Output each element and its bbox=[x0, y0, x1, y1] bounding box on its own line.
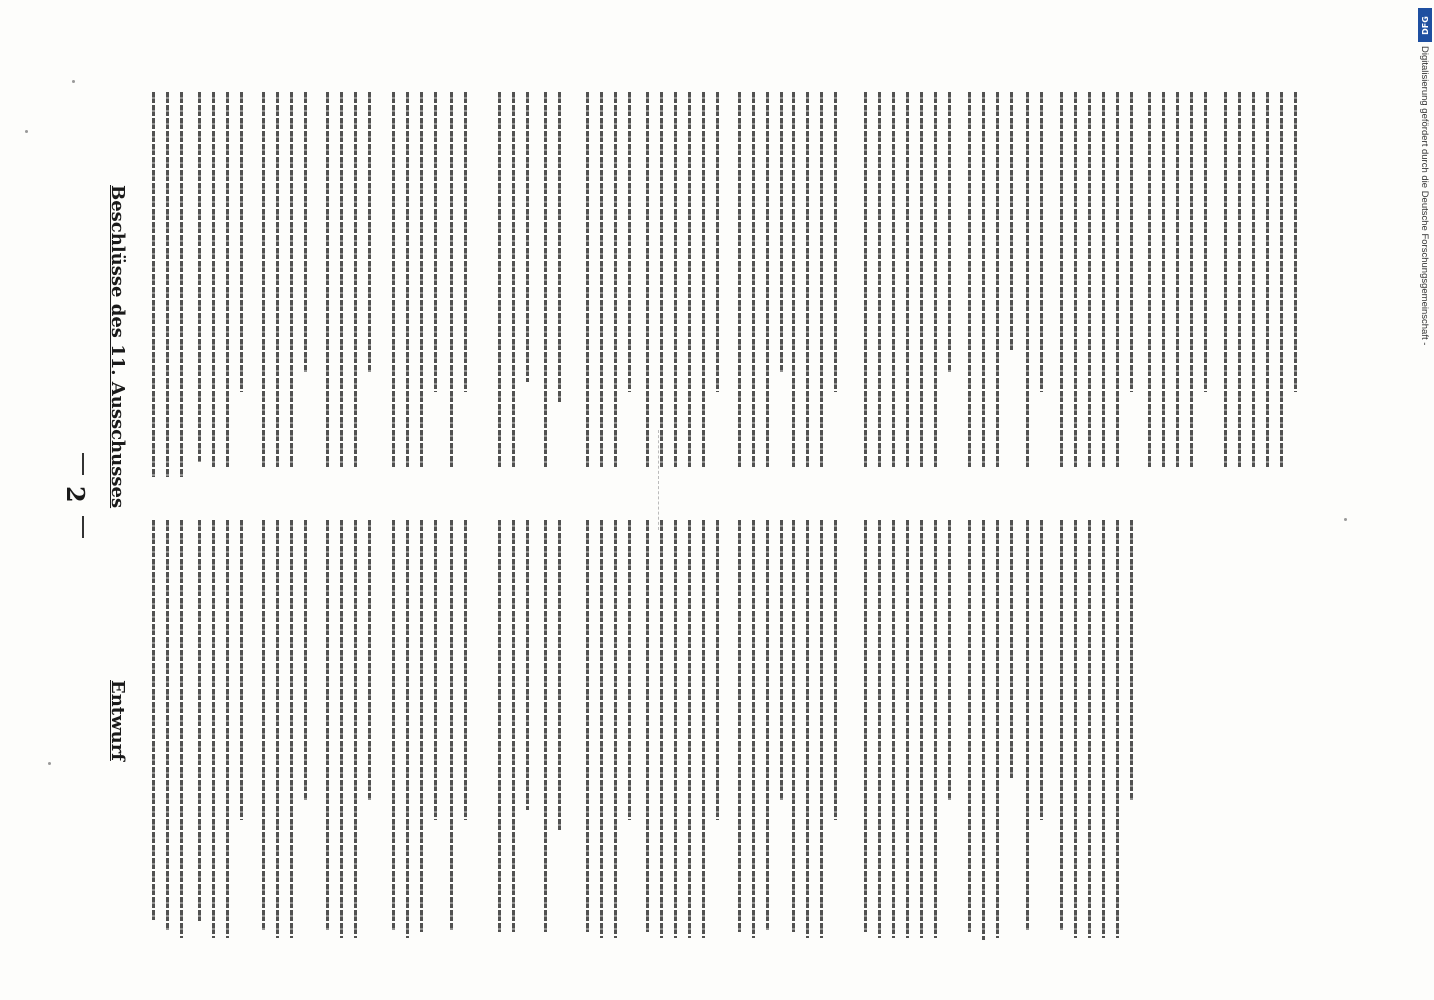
text-line-placeholder bbox=[752, 520, 755, 938]
text-line-placeholder bbox=[628, 92, 631, 392]
text-line-placeholder bbox=[614, 520, 617, 938]
text-line-placeholder bbox=[1088, 520, 1091, 938]
dfg-logo-badge bbox=[1418, 8, 1432, 42]
text-line-placeholder bbox=[544, 92, 547, 467]
text-line-placeholder bbox=[512, 92, 515, 467]
text-line-placeholder bbox=[1238, 92, 1241, 467]
text-line-placeholder bbox=[834, 520, 837, 820]
text-line-placeholder bbox=[558, 92, 561, 402]
text-line-placeholder bbox=[304, 520, 307, 800]
text-line-placeholder bbox=[1176, 92, 1179, 467]
text-line-placeholder bbox=[152, 92, 155, 477]
text-line-placeholder bbox=[1074, 520, 1077, 938]
text-line-placeholder bbox=[226, 520, 229, 938]
text-line-placeholder bbox=[920, 520, 923, 938]
text-line-placeholder bbox=[166, 92, 169, 477]
text-line-placeholder bbox=[628, 520, 631, 820]
right-column-heading: Beschlüsse des 11. Ausschusses bbox=[107, 185, 128, 509]
text-line-placeholder bbox=[660, 92, 663, 467]
text-line-placeholder bbox=[716, 520, 719, 820]
text-line-placeholder bbox=[1060, 92, 1063, 467]
text-line-placeholder bbox=[1026, 92, 1029, 467]
text-line-placeholder bbox=[934, 520, 937, 938]
text-line-placeholder bbox=[240, 520, 243, 820]
text-line-placeholder bbox=[982, 92, 985, 467]
text-line-placeholder bbox=[276, 92, 279, 467]
text-line-placeholder bbox=[498, 92, 501, 467]
text-line-placeholder bbox=[526, 92, 529, 382]
text-line-placeholder bbox=[968, 92, 971, 467]
scan-speck bbox=[25, 130, 28, 133]
page-number-dash-bottom bbox=[82, 516, 84, 538]
text-line-placeholder bbox=[512, 520, 515, 932]
text-line-placeholder bbox=[1252, 92, 1255, 467]
text-line-placeholder bbox=[180, 92, 183, 477]
text-line-placeholder bbox=[1040, 520, 1043, 820]
text-line-placeholder bbox=[600, 92, 603, 467]
text-line-placeholder bbox=[212, 520, 215, 938]
scan-speck bbox=[48, 762, 51, 765]
text-line-placeholder bbox=[1040, 92, 1043, 392]
text-line-placeholder bbox=[806, 92, 809, 467]
text-line-placeholder bbox=[586, 92, 589, 467]
text-line-placeholder bbox=[766, 520, 769, 930]
text-line-placeholder bbox=[982, 520, 985, 940]
text-line-placeholder bbox=[586, 520, 589, 932]
text-line-placeholder bbox=[792, 92, 795, 467]
text-line-placeholder bbox=[1162, 92, 1165, 467]
text-line-placeholder bbox=[198, 92, 201, 462]
text-line-placeholder bbox=[262, 92, 265, 467]
text-line-placeholder bbox=[166, 520, 169, 930]
text-line-placeholder bbox=[688, 92, 691, 467]
text-line-placeholder bbox=[702, 520, 705, 938]
text-line-placeholder bbox=[1148, 92, 1151, 467]
text-line-placeholder bbox=[420, 92, 423, 467]
text-line-placeholder bbox=[434, 92, 437, 392]
text-line-placeholder bbox=[702, 92, 705, 467]
text-line-placeholder bbox=[820, 92, 823, 467]
text-line-placeholder bbox=[996, 520, 999, 938]
text-line-placeholder bbox=[674, 520, 677, 938]
text-line-placeholder bbox=[968, 520, 971, 932]
text-line-placeholder bbox=[406, 92, 409, 467]
text-line-placeholder bbox=[996, 92, 999, 467]
text-line-placeholder bbox=[834, 92, 837, 392]
page-number-dash-top bbox=[82, 453, 84, 475]
text-line-placeholder bbox=[1130, 92, 1133, 392]
scan-speck bbox=[1344, 518, 1347, 521]
text-line-placeholder bbox=[948, 92, 951, 372]
text-line-placeholder bbox=[526, 520, 529, 810]
text-line-placeholder bbox=[892, 92, 895, 467]
text-line-placeholder bbox=[304, 92, 307, 372]
text-line-placeholder bbox=[878, 92, 881, 467]
left-column-text bbox=[146, 520, 646, 960]
text-line-placeholder bbox=[276, 520, 279, 938]
text-line-placeholder bbox=[1204, 92, 1207, 392]
text-line-placeholder bbox=[1010, 92, 1013, 352]
text-line-placeholder bbox=[354, 520, 357, 938]
text-line-placeholder bbox=[290, 92, 293, 467]
text-line-placeholder bbox=[738, 92, 741, 467]
text-line-placeholder bbox=[820, 520, 823, 938]
text-line-placeholder bbox=[792, 520, 795, 932]
text-line-placeholder bbox=[892, 520, 895, 938]
text-line-placeholder bbox=[878, 520, 881, 938]
text-line-placeholder bbox=[450, 520, 453, 930]
text-line-placeholder bbox=[806, 520, 809, 938]
right-column-text bbox=[146, 92, 1310, 482]
text-line-placeholder bbox=[340, 92, 343, 467]
text-line-placeholder bbox=[180, 520, 183, 938]
text-line-placeholder bbox=[392, 92, 395, 467]
text-line-placeholder bbox=[290, 520, 293, 938]
text-line-placeholder bbox=[434, 520, 437, 820]
text-line-placeholder bbox=[674, 92, 677, 467]
text-line-placeholder bbox=[1190, 92, 1193, 467]
text-line-placeholder bbox=[262, 520, 265, 930]
text-line-placeholder bbox=[660, 520, 663, 938]
text-line-placeholder bbox=[240, 92, 243, 392]
text-line-placeholder bbox=[212, 92, 215, 467]
text-line-placeholder bbox=[934, 92, 937, 467]
text-line-placeholder bbox=[780, 92, 783, 372]
text-line-placeholder bbox=[544, 520, 547, 932]
text-line-placeholder bbox=[1116, 92, 1119, 467]
text-line-placeholder bbox=[1294, 92, 1297, 392]
text-line-placeholder bbox=[1130, 520, 1133, 800]
text-line-placeholder bbox=[152, 520, 155, 920]
text-line-placeholder bbox=[226, 92, 229, 467]
text-line-placeholder bbox=[752, 92, 755, 467]
text-line-placeholder bbox=[498, 520, 501, 932]
text-line-placeholder bbox=[1116, 520, 1119, 938]
text-line-placeholder bbox=[688, 520, 691, 938]
text-line-placeholder bbox=[766, 92, 769, 467]
text-line-placeholder bbox=[864, 520, 867, 932]
text-line-placeholder bbox=[1026, 520, 1029, 930]
text-line-placeholder bbox=[406, 520, 409, 938]
text-line-placeholder bbox=[1102, 520, 1105, 938]
text-line-placeholder bbox=[906, 92, 909, 467]
text-line-placeholder bbox=[326, 92, 329, 467]
text-line-placeholder bbox=[558, 520, 561, 830]
text-line-placeholder bbox=[1280, 92, 1283, 467]
text-line-placeholder bbox=[780, 520, 783, 800]
text-line-placeholder bbox=[464, 520, 467, 820]
text-line-placeholder bbox=[1060, 520, 1063, 930]
text-line-placeholder bbox=[340, 520, 343, 938]
text-line-placeholder bbox=[646, 92, 649, 467]
text-line-placeholder bbox=[1074, 92, 1077, 467]
text-line-placeholder bbox=[326, 520, 329, 930]
text-line-placeholder bbox=[198, 520, 201, 922]
text-line-placeholder bbox=[600, 520, 603, 938]
scan-speck bbox=[72, 80, 75, 83]
digitization-imprint: Digitalisierung gefördert durch die Deutsche Forschungsgemeinschaft - bbox=[1419, 46, 1430, 346]
text-line-placeholder bbox=[864, 92, 867, 467]
text-line-placeholder bbox=[450, 92, 453, 467]
text-line-placeholder bbox=[920, 92, 923, 467]
text-line-placeholder bbox=[948, 520, 951, 800]
text-line-placeholder bbox=[368, 92, 371, 372]
text-line-placeholder bbox=[392, 520, 395, 930]
text-line-placeholder bbox=[738, 520, 741, 932]
page-number: 2 bbox=[61, 486, 90, 503]
text-line-placeholder bbox=[646, 520, 649, 932]
dfg-logo-text: DFG bbox=[1420, 15, 1430, 35]
text-line-placeholder bbox=[614, 92, 617, 467]
text-line-placeholder bbox=[1010, 520, 1013, 780]
text-line-placeholder bbox=[368, 520, 371, 800]
text-line-placeholder bbox=[906, 520, 909, 938]
text-line-placeholder bbox=[1088, 92, 1091, 467]
text-line-placeholder bbox=[1266, 92, 1269, 467]
text-line-placeholder bbox=[1224, 92, 1227, 467]
text-line-placeholder bbox=[420, 520, 423, 932]
text-line-placeholder bbox=[354, 92, 357, 467]
text-line-placeholder bbox=[1102, 92, 1105, 467]
text-line-placeholder bbox=[716, 92, 719, 392]
text-line-placeholder bbox=[464, 92, 467, 392]
left-column-heading: Entwurf bbox=[107, 680, 128, 761]
